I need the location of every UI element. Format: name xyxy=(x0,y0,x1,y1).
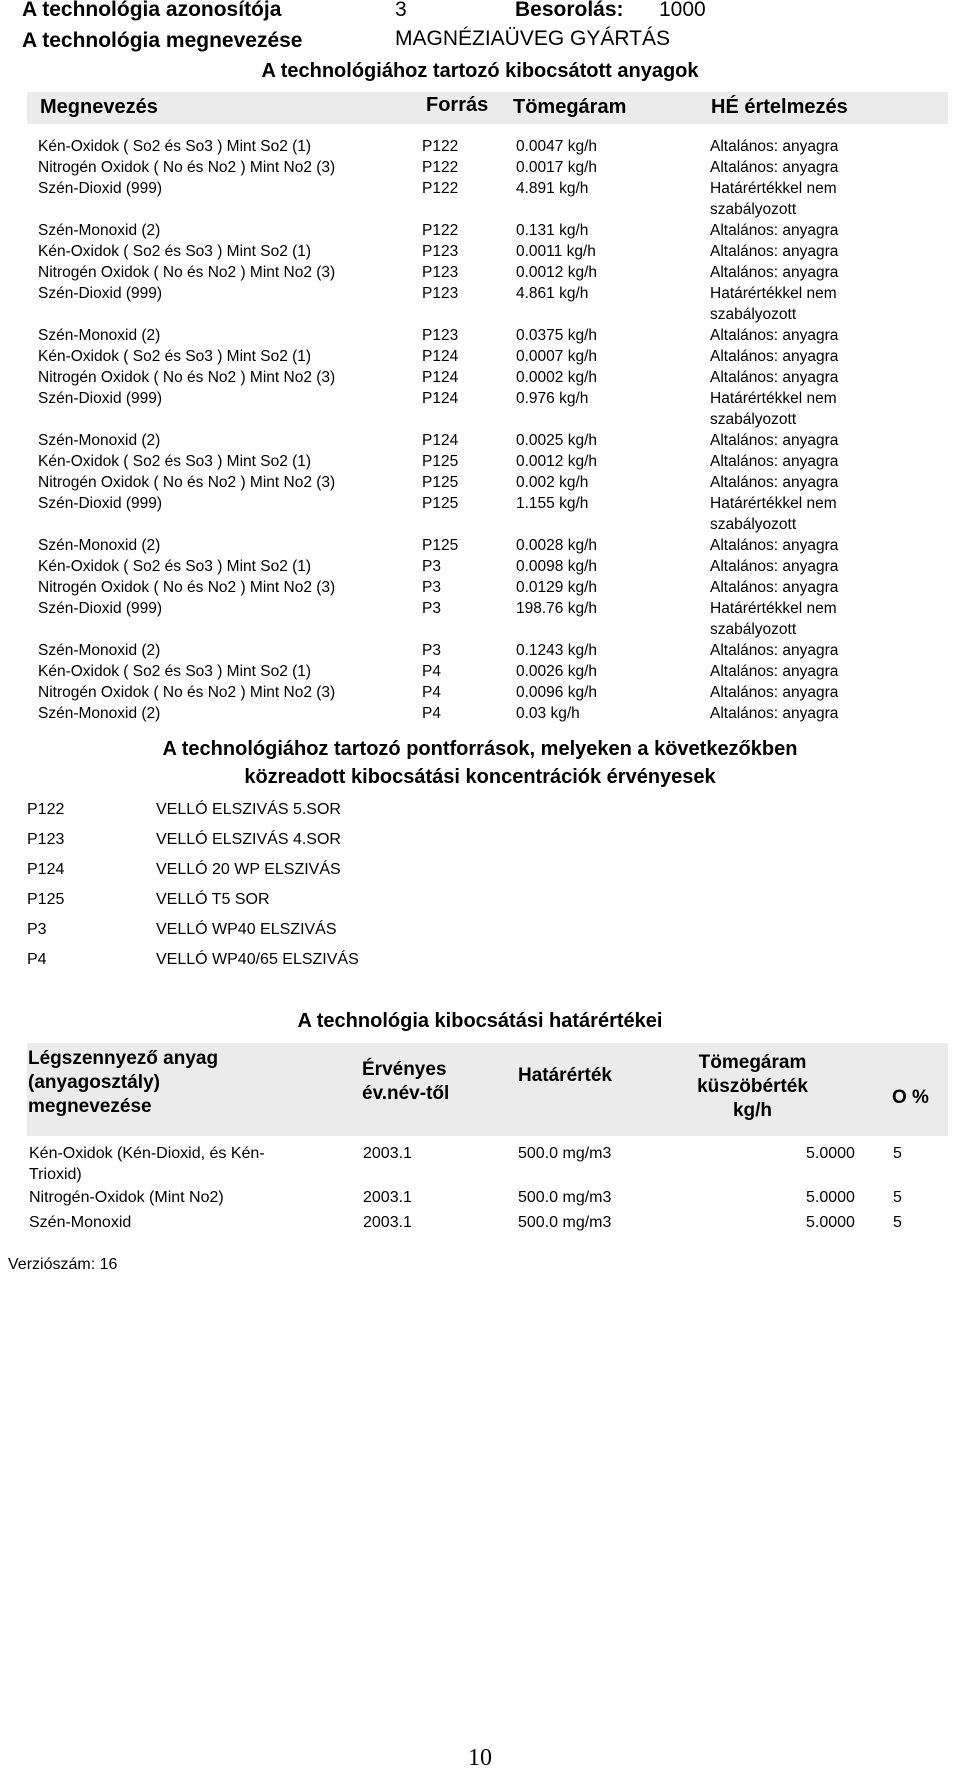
emission-note: Altalános: anyagra xyxy=(710,159,839,176)
limit-pollutant-name: Kén-Oxidok (Kén-Dioxid, és Kén- xyxy=(29,1145,265,1162)
emission-source: P125 xyxy=(422,495,459,512)
limits-col-flow: Tömegáram küszöbérték kg/h xyxy=(697,1052,808,1121)
emission-flow: 0.0028 kg/h xyxy=(516,537,598,554)
limit-valid-from: 2003.1 xyxy=(363,1189,412,1206)
point-source-description: VELLÓ WP40 ELSZIVÁS xyxy=(156,921,337,938)
emission-row xyxy=(0,157,960,178)
emissions-title: A technológiához tartozó kibocsátott anyagok xyxy=(261,60,699,82)
limit-flow-threshold: 5.0000 xyxy=(806,1214,855,1231)
emission-note-line2: szabályozott xyxy=(710,201,797,218)
emission-row xyxy=(0,493,960,533)
emission-name: Szén-Monoxid (2) xyxy=(38,432,161,449)
emission-source: P4 xyxy=(422,663,441,680)
limit-o-percent: 5 xyxy=(893,1189,902,1206)
emission-source: P124 xyxy=(422,348,459,365)
emission-flow: 0.0017 kg/h xyxy=(516,159,598,176)
emission-name: Szén-Monoxid (2) xyxy=(38,705,161,722)
emission-flow: 0.0007 kg/h xyxy=(516,348,598,365)
limits-col-limit: Határérték xyxy=(518,1065,612,1086)
emission-name: Kén-Oxidok ( So2 és So3 ) Mint So2 (1) xyxy=(38,663,312,680)
emission-note: Altalános: anyagra xyxy=(710,684,839,701)
limit-flow-threshold: 5.0000 xyxy=(806,1189,855,1206)
emission-flow: 0.03 kg/h xyxy=(516,705,580,722)
point-source-id: P3 xyxy=(27,921,47,938)
technology-name-label: A technológia megnevezése xyxy=(22,29,303,52)
emission-note: Altalános: anyagra xyxy=(710,432,839,449)
limit-valid-from: 2003.1 xyxy=(363,1214,412,1231)
emission-name: Nitrogén Oxidok ( No és No2 ) Mint No2 (3) xyxy=(38,264,336,281)
emission-name: Szén-Monoxid (2) xyxy=(38,642,161,659)
emission-flow: 4.861 kg/h xyxy=(516,285,589,302)
emission-flow: 0.0129 kg/h xyxy=(516,579,598,596)
emission-note-line2: szabályozott xyxy=(710,621,797,638)
point-source-id: P123 xyxy=(27,831,65,848)
emission-source: P122 xyxy=(422,159,459,176)
emission-name: Kén-Oxidok ( So2 és So3 ) Mint So2 (1) xyxy=(38,138,312,155)
emission-note: Altalános: anyagra xyxy=(710,474,839,491)
emission-flow: 198.76 kg/h xyxy=(516,600,598,617)
emission-row xyxy=(0,598,960,638)
emission-source: P124 xyxy=(422,390,459,407)
emission-source: P3 xyxy=(422,600,441,617)
emission-source: P122 xyxy=(422,222,459,239)
emission-note: Altalános: anyagra xyxy=(710,705,839,722)
limit-pollutant-name: Nitrogén-Oxidok (Mint No2) xyxy=(29,1189,224,1206)
emission-flow: 0.0002 kg/h xyxy=(516,369,598,386)
emission-row xyxy=(0,367,960,388)
emission-source: P123 xyxy=(422,285,459,302)
emission-name: Szén-Dioxid (999) xyxy=(38,495,163,512)
emission-note: Határértékkel nem xyxy=(710,390,837,407)
point-source-description: VELLÓ ELSZIVÁS 4.SOR xyxy=(156,831,341,848)
emission-flow: 0.002 kg/h xyxy=(516,474,589,491)
emission-row xyxy=(0,535,960,556)
emission-note: Határértékkel nem xyxy=(710,495,837,512)
emission-source: P125 xyxy=(422,474,459,491)
emission-row xyxy=(0,577,960,598)
point-source-id: P4 xyxy=(27,951,47,968)
limit-valid-from: 2003.1 xyxy=(363,1145,412,1162)
emission-row xyxy=(0,262,960,283)
technology-name-value: MAGNÉZIAÜVEG GYÁRTÁS xyxy=(395,27,670,50)
emission-note: Határértékkel nem xyxy=(710,180,837,197)
emission-flow: 4.891 kg/h xyxy=(516,180,589,197)
emission-note: Altalános: anyagra xyxy=(710,327,839,344)
emission-source: P3 xyxy=(422,558,441,575)
emission-name: Kén-Oxidok ( So2 és So3 ) Mint So2 (1) xyxy=(38,558,312,575)
col-header-name: Megnevezés xyxy=(40,96,158,118)
emission-note: Altalános: anyagra xyxy=(710,348,839,365)
emission-flow: 0.0098 kg/h xyxy=(516,558,598,575)
emission-flow: 0.0026 kg/h xyxy=(516,663,598,680)
emission-source: P124 xyxy=(422,369,459,386)
emission-flow: 0.0047 kg/h xyxy=(516,138,598,155)
point-source-row xyxy=(0,831,960,861)
emission-source: P3 xyxy=(422,642,441,659)
emission-note: Altalános: anyagra xyxy=(710,663,839,680)
emission-note: Határértékkel nem xyxy=(710,600,837,617)
emission-row xyxy=(0,325,960,346)
point-source-row xyxy=(0,951,960,981)
limit-value: 500.0 mg/m3 xyxy=(518,1214,612,1231)
point-source-id: P124 xyxy=(27,861,65,878)
emission-source: P3 xyxy=(422,579,441,596)
emission-flow: 0.131 kg/h xyxy=(516,222,589,239)
emission-name: Nitrogén Oxidok ( No és No2 ) Mint No2 (3) xyxy=(38,579,336,596)
emission-source: P124 xyxy=(422,432,459,449)
emission-flow: 0.0012 kg/h xyxy=(516,453,598,470)
emission-source: P123 xyxy=(422,264,459,281)
emission-row xyxy=(0,346,960,367)
limit-flow-threshold: 5.0000 xyxy=(806,1145,855,1162)
emission-name: Szén-Dioxid (999) xyxy=(38,180,163,197)
emission-name: Szén-Monoxid (2) xyxy=(38,222,161,239)
technology-id-label: A technológia azonosítója xyxy=(22,0,282,21)
emission-source: P4 xyxy=(422,684,441,701)
col-header-flow: Tömegáram xyxy=(513,96,627,118)
emission-note: Altalános: anyagra xyxy=(710,642,839,659)
rating-value: 1000 xyxy=(659,0,706,21)
emission-note: Altalános: anyagra xyxy=(710,222,839,239)
point-source-row xyxy=(0,861,960,891)
emission-flow: 1.155 kg/h xyxy=(516,495,589,512)
point-source-description: VELLÓ WP40/65 ELSZIVÁS xyxy=(156,951,359,968)
emission-flow: 0.1243 kg/h xyxy=(516,642,598,659)
emission-source: P125 xyxy=(422,453,459,470)
technology-id-value: 3 xyxy=(395,0,407,21)
point-sources-title-line1: A technológiához tartozó pontforrások, melyeken a következőkben xyxy=(162,738,798,760)
emission-name: Nitrogén Oxidok ( No és No2 ) Mint No2 (3) xyxy=(38,159,336,176)
emission-flow: 0.976 kg/h xyxy=(516,390,589,407)
emission-name: Kén-Oxidok ( So2 és So3 ) Mint So2 (1) xyxy=(38,348,312,365)
limits-title: A technológia kibocsátási határértékei xyxy=(297,1010,663,1032)
emission-row xyxy=(0,283,960,323)
point-source-row xyxy=(0,801,960,831)
emission-row xyxy=(0,703,960,724)
point-source-description: VELLÓ 20 WP ELSZIVÁS xyxy=(156,861,341,878)
emission-name: Kén-Oxidok ( So2 és So3 ) Mint So2 (1) xyxy=(38,243,312,260)
emission-row xyxy=(0,220,960,241)
limit-pollutant-name-line2: Trioxid) xyxy=(29,1166,82,1183)
emission-row xyxy=(0,136,960,157)
point-source-id: P125 xyxy=(27,891,65,908)
rating-label: Besorolás: xyxy=(515,0,624,21)
emission-name: Szén-Dioxid (999) xyxy=(38,600,163,617)
emission-row xyxy=(0,451,960,472)
page-number: 10 xyxy=(468,1745,492,1771)
limit-value: 500.0 mg/m3 xyxy=(518,1189,612,1206)
emission-row xyxy=(0,661,960,682)
col-header-source: Forrás xyxy=(426,94,489,116)
emission-name: Szén-Dioxid (999) xyxy=(38,390,163,407)
emission-flow: 0.0012 kg/h xyxy=(516,264,598,281)
emission-source: P125 xyxy=(422,537,459,554)
emission-source: P123 xyxy=(422,243,459,260)
emission-note: Altalános: anyagra xyxy=(710,558,839,575)
emission-row xyxy=(0,241,960,262)
emission-note: Altalános: anyagra xyxy=(710,369,839,386)
limits-col-pollutant: Légszennyező anyag (anyagosztály) megnevezése xyxy=(28,1048,219,1117)
emission-name: Kén-Oxidok ( So2 és So3 ) Mint So2 (1) xyxy=(38,453,312,470)
emission-source: P122 xyxy=(422,138,459,155)
limit-o-percent: 5 xyxy=(893,1214,902,1231)
emission-note: Altalános: anyagra xyxy=(710,453,839,470)
emission-row xyxy=(0,430,960,451)
emission-note-line2: szabályozott xyxy=(710,306,797,323)
emission-name: Szén-Monoxid (2) xyxy=(38,327,161,344)
emission-note: Altalános: anyagra xyxy=(710,579,839,596)
limit-value: 500.0 mg/m3 xyxy=(518,1145,612,1162)
point-source-description: VELLÓ T5 SOR xyxy=(156,891,270,908)
emission-source: P123 xyxy=(422,327,459,344)
limit-o-percent: 5 xyxy=(893,1145,902,1162)
emission-note: Altalános: anyagra xyxy=(710,243,839,260)
emission-note: Altalános: anyagra xyxy=(710,537,839,554)
emission-source: P122 xyxy=(422,180,459,197)
limits-col-valid: Érvényes év.név-től xyxy=(362,1059,450,1104)
emission-row xyxy=(0,178,960,218)
emission-name: Szén-Dioxid (999) xyxy=(38,285,163,302)
emission-row xyxy=(0,640,960,661)
emission-name: Nitrogén Oxidok ( No és No2 ) Mint No2 (3) xyxy=(38,369,336,386)
emission-note-line2: szabályozott xyxy=(710,411,797,428)
emission-row xyxy=(0,556,960,577)
emission-flow: 0.0375 kg/h xyxy=(516,327,598,344)
emission-row xyxy=(0,388,960,428)
limits-col-o: O % xyxy=(892,1087,929,1108)
emission-flow: 0.0011 kg/h xyxy=(516,243,596,260)
point-source-id: P122 xyxy=(27,801,65,818)
point-source-row xyxy=(0,921,960,951)
emission-flow: 0.0025 kg/h xyxy=(516,432,598,449)
col-header-note: HÉ értelmezés xyxy=(711,96,848,118)
emission-name: Nitrogén Oxidok ( No és No2 ) Mint No2 (3) xyxy=(38,684,336,701)
emission-note: Altalános: anyagra xyxy=(710,138,839,155)
emission-note-line2: szabályozott xyxy=(710,516,797,533)
point-source-row xyxy=(0,891,960,921)
limit-pollutant-name: Szén-Monoxid xyxy=(29,1214,132,1231)
point-source-description: VELLÓ ELSZIVÁS 5.SOR xyxy=(156,801,341,818)
emission-note: Határértékkel nem xyxy=(710,285,837,302)
emission-name: Nitrogén Oxidok ( No és No2 ) Mint No2 (3) xyxy=(38,474,336,491)
emission-note: Altalános: anyagra xyxy=(710,264,839,281)
emission-row xyxy=(0,682,960,703)
emission-flow: 0.0096 kg/h xyxy=(516,684,598,701)
emission-name: Szén-Monoxid (2) xyxy=(38,537,161,554)
emission-source: P4 xyxy=(422,705,441,722)
point-sources-title-line2: közreadott kibocsátási koncentrációk érvényesek xyxy=(244,766,716,788)
version-number: Verziószám: 16 xyxy=(8,1256,118,1273)
emission-row xyxy=(0,472,960,493)
